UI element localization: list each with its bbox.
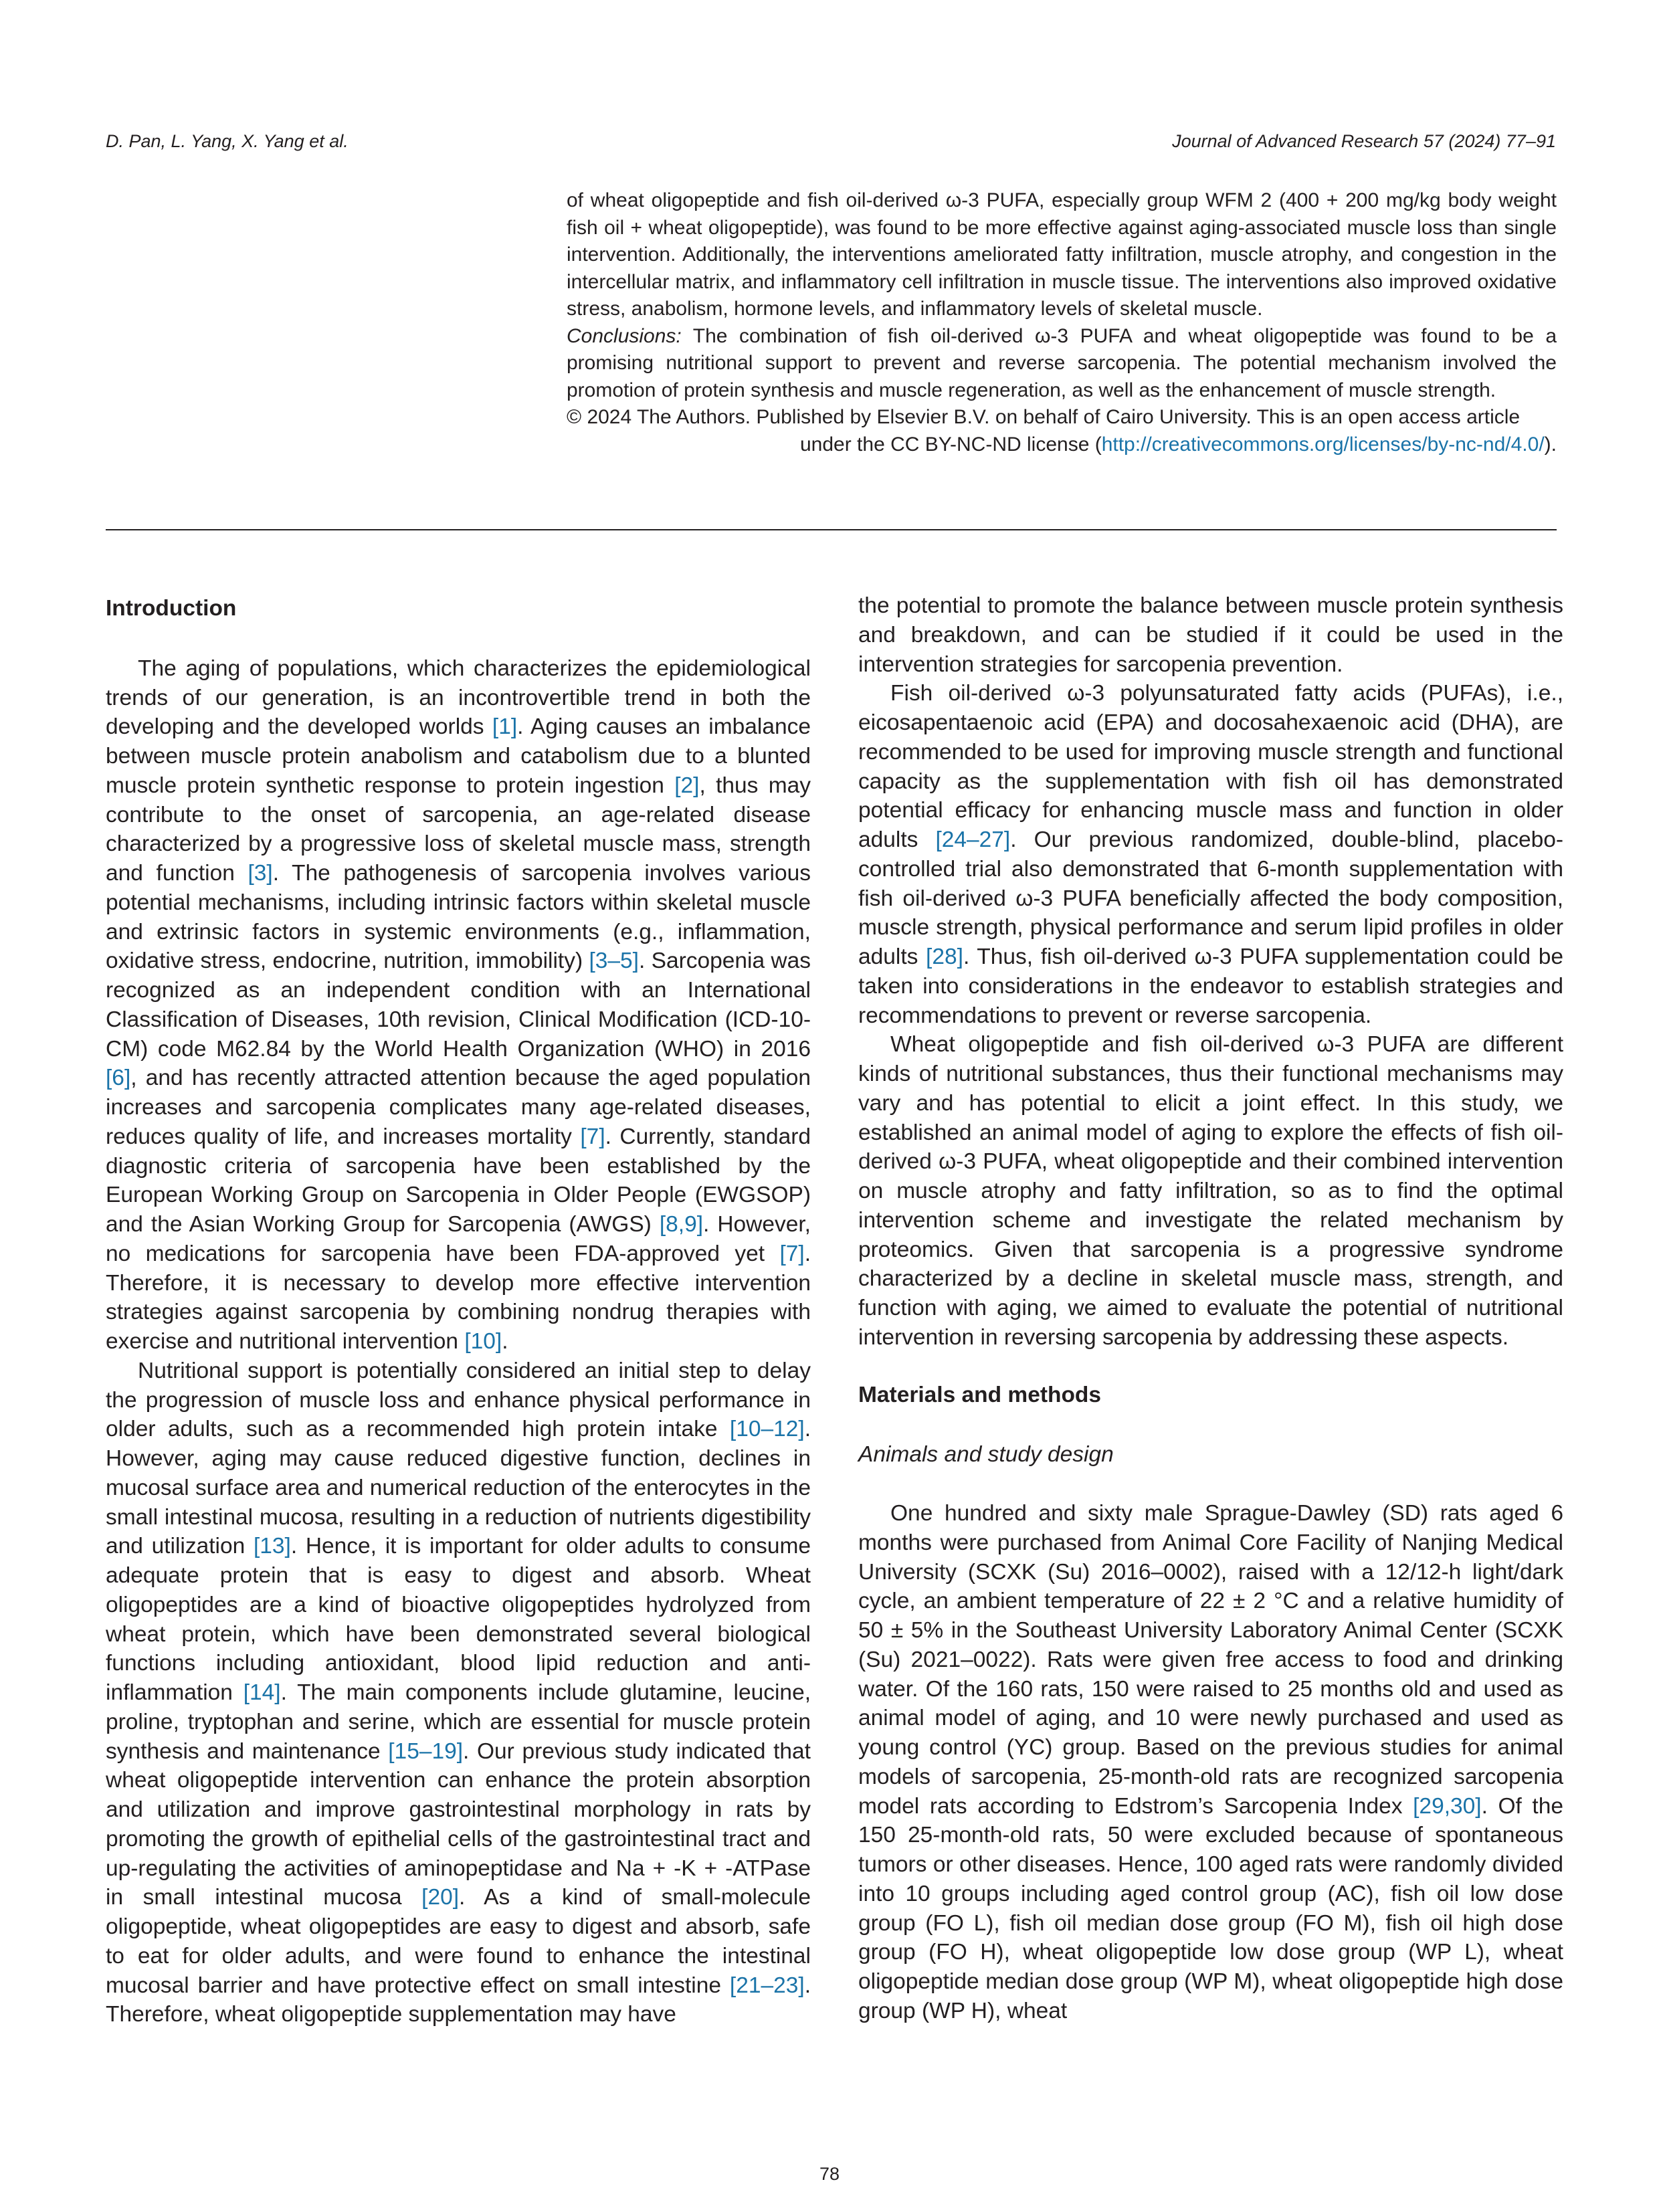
citation-link[interactable]: [29,30]: [1413, 1793, 1482, 1819]
intro-paragraph-1: The aging of populations, which characterizes the epidemiological trends of our generation, is an incontrovertible trend in both the developing and the developed worlds [1]. Aging causes an imbalance between muscle protein anabolism and catabolism due to a blunted muscle protein synthetic response to protein ingestion [2], thus may contribute to the onset of sarcopenia, an age-related disease characterized by a progressive loss of skeletal muscle mass, strength and function [3]. The pathogenesis of sarcopenia involves various potential mechanisms, including intrinsic factors within skeletal muscle and extrinsic factors in systemic environments (e.g., inflammation, oxidative stress, endocrine, nutrition, immobility) [3–5]. Sarcopenia was recognized as an independent condition with an International Classification of Diseases, 10th revision, Clinical Modification (ICD-10-CM) code M62.84 by the World Health Organization (WHO) in 2016 [6], and has recently attracted attention because the aged population increases and sarcopenia complicates many age-related diseases, reduces quality of life, and increases mortality [7]. Currently, standard diagnostic criteria of sarcopenia have been established by the European Working Group on Sarcopenia in Older People (EWGSOP) and the Asian Working Group for Sarcopenia (AWGS) [8,9]. However, no medications for sarcopenia have been FDA-approved yet [7]. Therefore, it is necessary to develop more effective intervention strategies against sarcopenia by combining nondrug therapies with exercise and nutritional intervention [10].: [106, 656, 811, 1354]
left-column: [106, 594, 811, 2029]
intro-paragraph-2: Nutritional support is potentially considered an initial step to delay the progression of muscle loss and enhance physical performance in older adults, such as a recommended high protein intake [10–12]. However, aging may cause reduced digestive function, declines in mucosal surface area and numerical reduction of the enterocytes in the small intestinal mucosa, resulting in a reduction of nutrients digestibility and utilization [13]. Hence, it is important for older adults to consume adequate protein that is easy to digest and absorb. Wheat oligopeptides are a kind of bioactive oligopeptides hydrolyzed from wheat protein, which have been demonstrated several biological functions including antioxidant, blood lipid reduction and anti-inflammation [14]. The main components include glutamine, leucine, proline, tryptophan and serine, which are essential for muscle protein synthesis and maintenance [15–19]. Our previous study indicated that wheat oligopeptide intervention can enhance the protein absorption and utilization and improve gastrointestinal morphology in rats by promoting the growth of epithelial cells of the gastrointestinal tract and up-regulating the activities of aminopeptidase and Na + -K + -ATPase in small intestinal mucosa [20]. As a kind of small-molecule oligopeptide, wheat oligopeptides are easy to digest and absorb, safe to eat for older adults, and were found to enhance the intestinal mucosal barrier and have protective effect on small intestine [21–23]. Therefore, wheat oligopeptide supplementation may have: [106, 1358, 811, 2027]
citation-link[interactable]: [10–12]: [729, 1417, 805, 1442]
right-column: [858, 591, 1563, 2026]
abstract-continuation: [567, 187, 1557, 458]
abstract-results-text: of wheat oligopeptide and fish oil-derived ω-3 PUFA, especially group WFM 2 (400 + 200 mg/kg body weight fish oil + wheat oligopeptide), was found to be more effective against aging-associated muscle loss than single intervention. Additionally, the interventions ameliorated fatty infiltration, muscle atrophy, and congestion in the intercellular matrix, and inflammatory cell infiltration in muscle tissue. The interventions also improved oxidative stress, anabolism, hormone levels, and inflammatory levels of skeletal muscle.: [567, 189, 1557, 320]
license-suffix: ).: [1544, 433, 1557, 456]
citation-link[interactable]: [6]: [106, 1066, 131, 1091]
running-head-journal: Journal of Advanced Research 57 (2024) 77–91: [1172, 131, 1556, 151]
citation-link[interactable]: [3]: [248, 861, 273, 886]
methods-paragraph-1: One hundred and sixty male Sprague-Dawley (SD) rats aged 6 months were purchased from Animal Core Facility of Nanjing Medical University (SCXK (Su) 2016–0002), raised with a 12/12-h light/dark cycle, an ambient temperature of 22 ± 2 °C and a relative humidity of 50 ± 5% in the Southeast University Laboratory Animal Center (SCXK (Su) 2021–0022). Rats were given free access to food and drinking water. Of the 160 rats, 150 were raised to 25 months old and used as animal model of aging, and 10 were newly purchased and used as young control (YC) group. Based on the previous studies for animal models of sarcopenia, 25-month-old rats are recognized sarcopenia model rats according to Edstrom’s Sarcopenia Index [29,30]. Of the 150 25-month-old rats, 50 were excluded because of spontaneous tumors or other diseases. Hence, 100 aged rats were randomly divided into 10 groups including aged control group (AC), fish oil low dose group (FO L), fish oil median dose group (FO M), fish oil high dose group (FO H), wheat oligopeptide low dose group (WP L), wheat oligopeptide median dose group (WP M), wheat oligopeptide high dose group (WP H), wheat: [858, 1501, 1563, 2023]
intro-paragraph-4: Wheat oligopeptide and fish oil-derived ω-3 PUFA are different kinds of nutritional substances, thus their functional mechanisms may vary and has potential to elicit a joint effect. In this study, we established an animal model of aging to explore the effects of fish oil-derived ω-3 PUFA, wheat oligopeptide and their combined intervention on muscle atrophy and fatty infiltration, so as to find the optimal intervention scheme and investigate the related mechanism by proteomics. Given that sarcopenia is a progressive syndrome characterized by a decline in skeletal muscle mass, strength, and function with aging, we aimed to evaluate the potential of nutritional intervention in reversing sarcopenia by addressing these aspects.: [858, 1032, 1563, 1350]
section-divider: [106, 529, 1557, 530]
copyright-line-2: [567, 431, 1557, 459]
citation-link[interactable]: [7]: [580, 1124, 605, 1149]
intro-paragraph-2-continued: the potential to promote the balance between muscle protein synthesis and breakdown, and can be studied if it could be used in the intervention strategies for sarcopenia prevention.: [858, 593, 1563, 677]
citation-link[interactable]: [24–27]: [935, 827, 1011, 852]
conclusions-label: Conclusions:: [567, 324, 682, 347]
abstract-conclusions: [567, 323, 1557, 405]
introduction-heading: Introduction: [106, 596, 237, 621]
citation-link[interactable]: [15–19]: [388, 1738, 464, 1764]
citation-link[interactable]: [14]: [243, 1680, 281, 1705]
license-prefix: under the CC BY-NC-ND license (: [799, 433, 1102, 456]
citation-link[interactable]: [13]: [253, 1534, 291, 1559]
spacer: [858, 1352, 1563, 1381]
license-link[interactable]: http://creativecommons.org/licenses/by-nc-nd/4.0/: [1101, 433, 1545, 456]
citation-link[interactable]: [10]: [464, 1329, 502, 1354]
citation-link[interactable]: [20]: [421, 1885, 460, 1910]
copyright-line-1: © 2024 The Authors. Published by Elsevier B.V. on behalf of Cairo University. This is an open access article: [567, 406, 1521, 428]
citation-link[interactable]: [1]: [492, 714, 518, 740]
citation-link[interactable]: [28]: [926, 944, 963, 969]
citation-link[interactable]: [8,9]: [659, 1212, 704, 1237]
methods-heading: Materials and methods: [858, 1382, 1102, 1407]
citation-link[interactable]: [7]: [779, 1241, 805, 1266]
conclusions-text: The combination of fish oil-derived ω-3 PUFA and wheat oligopeptide was found to be a promising nutritional support to prevent and reverse sarcopenia. The potential mechanism involved the promotion of protein synthesis and muscle regeneration, as well as the enhancement of muscle strength.: [567, 324, 1557, 401]
citation-link[interactable]: [21–23]: [729, 1973, 805, 1998]
citation-link[interactable]: [2]: [674, 773, 700, 798]
page-number: 78: [819, 2164, 840, 2184]
methods-subheading: Animals and study design: [858, 1442, 1114, 1468]
intro-paragraph-3: Fish oil-derived ω-3 polyunsaturated fatty acids (PUFAs), i.e., eicosapentaenoic acid (EPA) and docosahexaenoic acid (DHA), are recommended to be used for improving muscle strength and functional capacity as the supplementation with fish oil has demonstrated potential efficacy for enhancing muscle mass and function in older adults [24–27]. Our previous randomized, double-blind, placebo-controlled trial also demonstrated that 6-month supplementation with fish oil-derived ω-3 PUFA beneficially affected the body composition, muscle strength, physical performance and serum lipid profiles in older adults [28]. Thus, fish oil-derived ω-3 PUFA supplementation could be taken into considerations in the endeavor to establish strategies and recommendations to prevent or reverse sarcopenia.: [858, 681, 1563, 1028]
citation-link[interactable]: [3–5]: [589, 948, 639, 974]
running-head-authors: D. Pan, L. Yang, X. Yang et al.: [106, 131, 349, 151]
